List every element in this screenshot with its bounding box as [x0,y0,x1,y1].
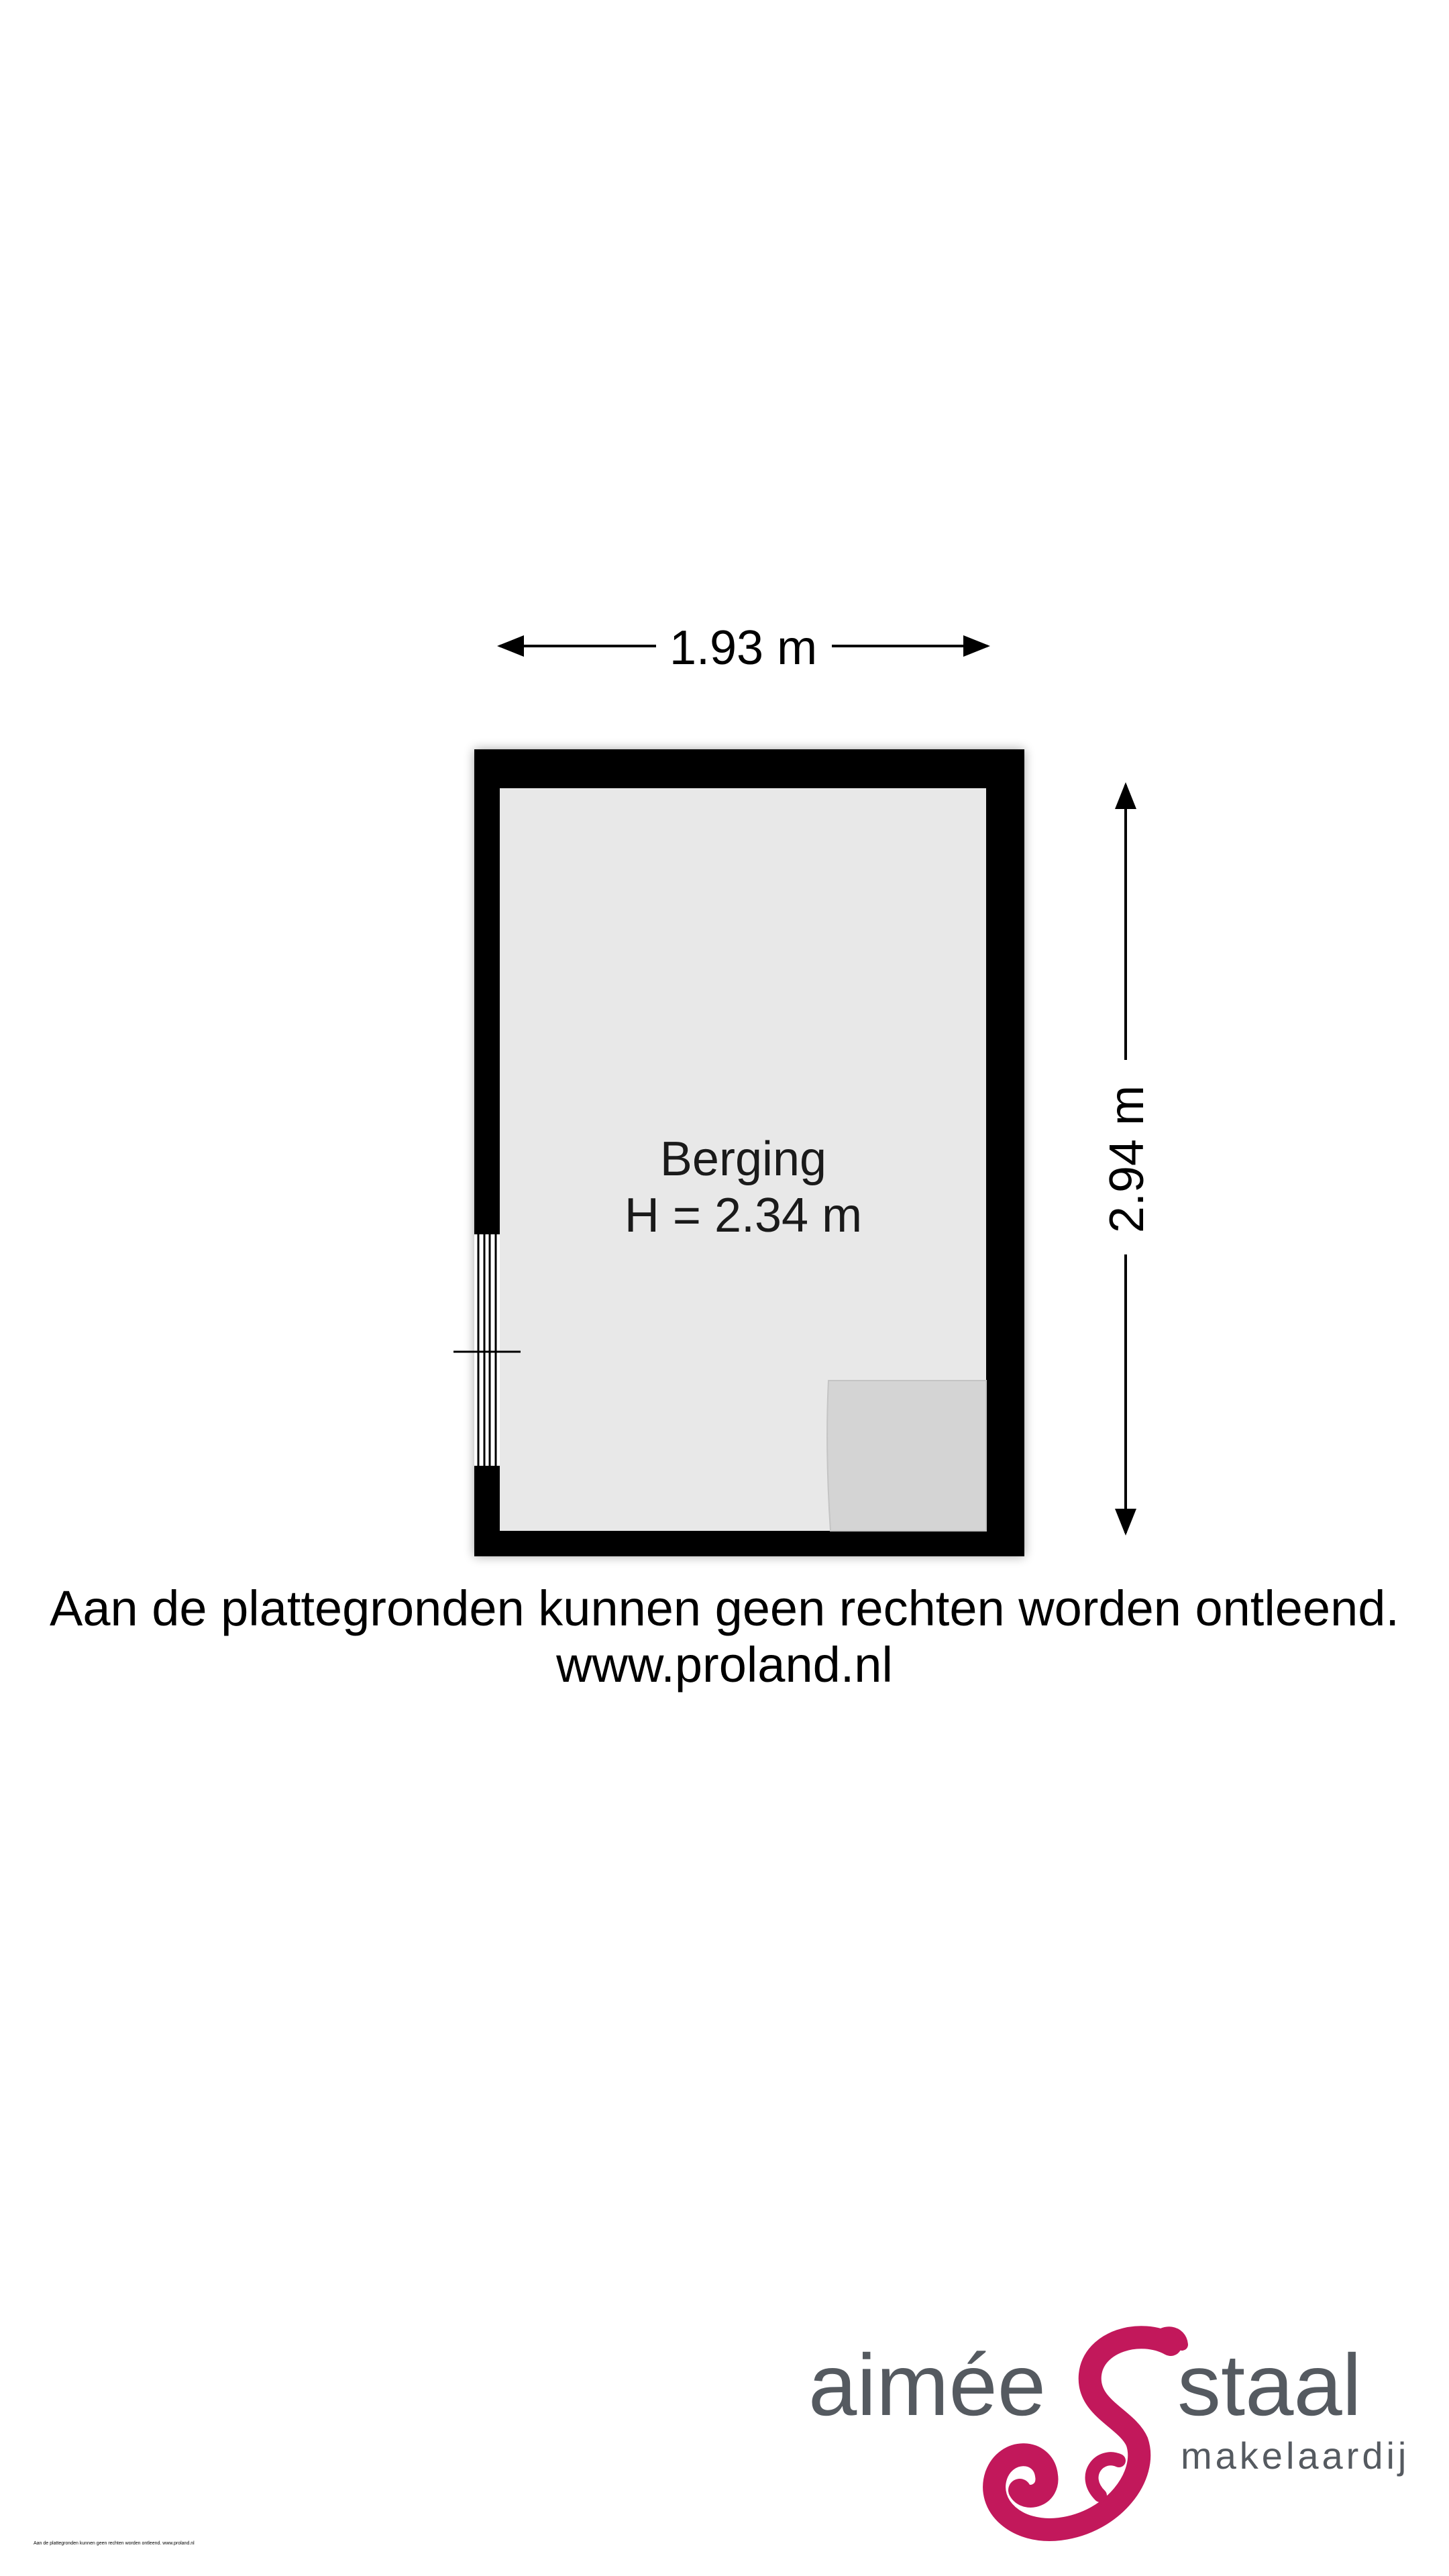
room-name: Berging [659,1132,827,1186]
logo-tagline: makelaardij [1181,2434,1410,2477]
company-logo [808,2332,1409,2530]
depth-label: 2.94 m [1100,1085,1154,1234]
small-print: Aan de plattegronden kunnen geen rechten worden ontleend. www.proland.nl [34,2541,195,2546]
logo-word-aimee: aimée [808,2336,1046,2434]
fixture [827,1381,986,1531]
disclaimer-line-1: Aan de plattegronden kunnen geen rechten worden ontleend. [50,1580,1399,1636]
disclaimer-url: www.proland.nl [556,1637,893,1693]
room-height: H = 2.34 m [624,1189,863,1242]
width-label: 1.93 m [669,621,818,675]
logo-word-staal: staal [1177,2336,1362,2434]
width-dimension [500,621,987,675]
depth-dimension [1100,785,1154,1533]
